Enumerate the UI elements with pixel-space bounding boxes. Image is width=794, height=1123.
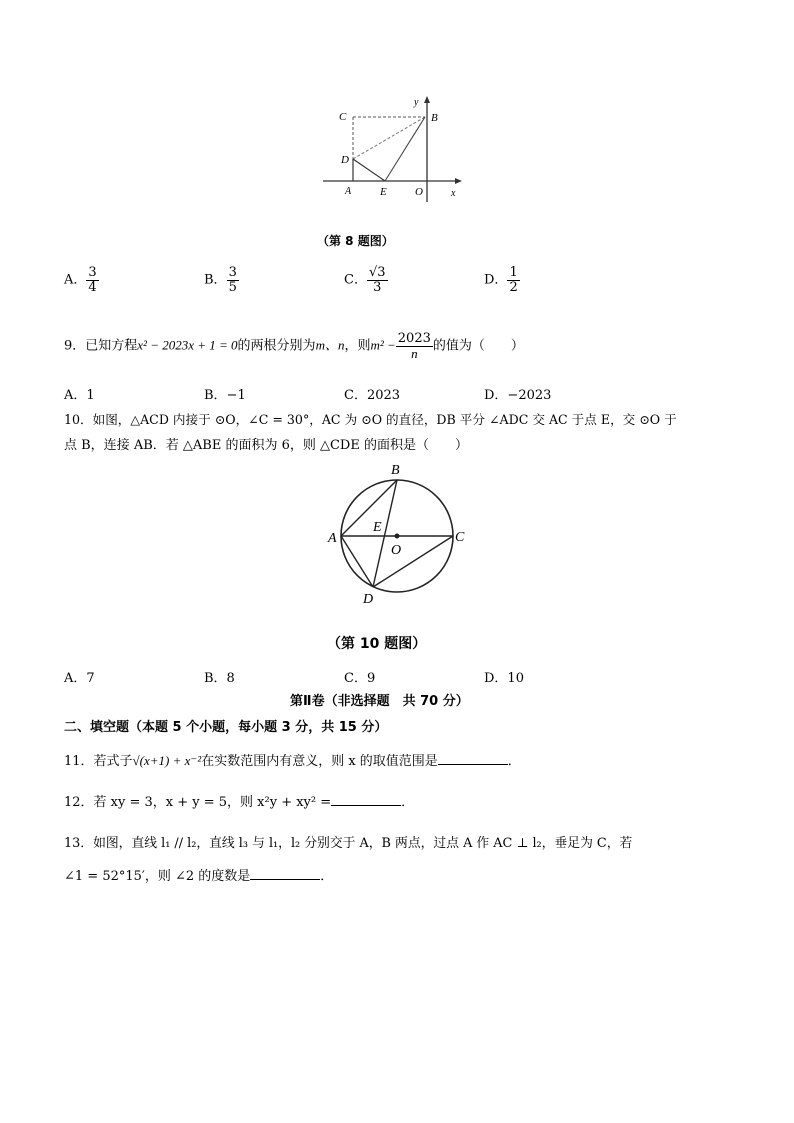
q13-line2 [64, 865, 333, 884]
q13-answer-blank [250, 867, 320, 880]
section2-title: 第Ⅱ卷（非选择题 共 70 分） [290, 694, 469, 709]
q8-option-d-num: 1 [509, 265, 518, 280]
q10-center-point [395, 534, 400, 539]
q9-mid: 的两根分别为 [237, 338, 316, 354]
q8-option-c-num: √3 [368, 265, 386, 280]
q8-label-a: A [345, 186, 352, 197]
q8-label-b: B [431, 112, 438, 124]
q10-label-a: A [328, 531, 337, 546]
q8-segment-eb [385, 117, 425, 181]
q9-suffix: 的值为（ ） [432, 338, 524, 354]
q9-mid2: ，则 [344, 338, 371, 354]
q8-option-d [484, 266, 520, 294]
q8-label-o: O [415, 186, 423, 198]
q8-label-x: x [451, 188, 456, 199]
q10-label-b: B [391, 463, 400, 478]
q9-option-a: A．1 [64, 388, 95, 403]
q8-caption: （第 8 题图） [317, 234, 394, 248]
q10-option-b: B．8 [204, 671, 235, 686]
q8-option-a-letter: A． [64, 272, 87, 288]
q9-option-b: B．−1 [204, 388, 246, 403]
q10-caption: （第 10 题图） [327, 636, 427, 652]
q8-option-d-letter: D． [484, 272, 508, 288]
q8-option-b-num: 3 [228, 265, 237, 280]
q8-option-a [64, 266, 99, 294]
q8-y-arrow [424, 96, 430, 103]
q12-text: 12．若 xy = 3，x + y = 5，则 x²y + xy² = [64, 795, 332, 810]
q9-stem [64, 332, 524, 360]
q9-expr-left: m² − [370, 337, 396, 353]
q8-option-b-letter: B． [204, 272, 227, 288]
q10-option-d: D．10 [484, 671, 524, 686]
q11-answer-blank [438, 752, 508, 765]
q12-stem [64, 791, 414, 810]
q8-label-d: D [341, 154, 349, 166]
q10-label-o: O [391, 543, 402, 558]
q9-roots: m、n [315, 337, 345, 353]
q8-label-e: E [380, 186, 387, 198]
q10-label-c: C [455, 530, 465, 545]
q9-equation: x² − 2023x + 1 = 0 [137, 337, 238, 353]
q11-prefix: 11．若式子 [64, 754, 133, 769]
q11-expr: √(x+1) + x⁻² [132, 753, 202, 768]
q8-option-c-den: 3 [373, 279, 382, 295]
q9-option-d: D．−2023 [484, 388, 552, 403]
q8-option-b [204, 266, 239, 294]
q10-label-d: D [363, 592, 374, 607]
q10-option-c: C．9 [344, 671, 376, 686]
q8-label-y: y [414, 97, 419, 108]
section2-heading: 二、填空题（本题 5 个小题，每小题 3 分，共 15 分） [64, 720, 388, 735]
q10-figure [325, 458, 475, 608]
q10-label-e: E [373, 520, 382, 535]
q13-line2-text: ∠1 = 52°15′，则 ∠2 的度数是 [64, 869, 251, 884]
q10-line1: 10．如图，△ACD 内接于 ⊙O，∠C = 30°，AC 为 ⊙O 的直径，DB 平分 ∠ADC 交 AC 于点 E，交 ⊙O 于 [64, 412, 677, 427]
q13-line1: 13．如图，直线 l₁ // l₂，直线 l₃ 与 l₁，l₂ 分别交于 A，B 两点，过点 A 作 AC ⊥ l₂，垂足为 C，若 [64, 836, 633, 851]
q11-end: ． [507, 754, 521, 769]
q10-option-a: A．7 [64, 671, 95, 686]
q10-segment-cd [373, 536, 453, 587]
q8-option-d-den: 2 [509, 279, 518, 295]
q8-option-c [344, 266, 388, 294]
q8-segment-db [353, 117, 425, 159]
q8-figure [315, 92, 465, 210]
q8-option-a-den: 4 [88, 279, 97, 295]
q8-option-c-letter: C． [344, 272, 367, 288]
q9-prefix: 9．已知方程 [64, 338, 138, 354]
q11-stem [64, 750, 521, 769]
q9-frac-num: 2023 [397, 331, 431, 346]
q12-answer-blank [331, 793, 401, 806]
q13-end: ． [320, 869, 334, 884]
q8-segment-de [353, 159, 385, 181]
q10-segment-ad [341, 536, 373, 587]
q8-x-arrow [455, 178, 462, 184]
q8-label-c: C [339, 111, 347, 123]
q8-option-a-num: 3 [88, 265, 97, 280]
q8-option-b-den: 5 [228, 279, 237, 295]
q10-line2: 点 B，连接 AB．若 △ABE 的面积为 6，则 △CDE 的面积是（ ） [64, 438, 468, 453]
q11-suffix: 在实数范围内有意义，则 x 的取值范围是 [201, 754, 438, 769]
q12-end: ． [401, 795, 415, 810]
q9-option-c: C．2023 [344, 388, 401, 403]
q9-frac-den: n [411, 345, 418, 361]
